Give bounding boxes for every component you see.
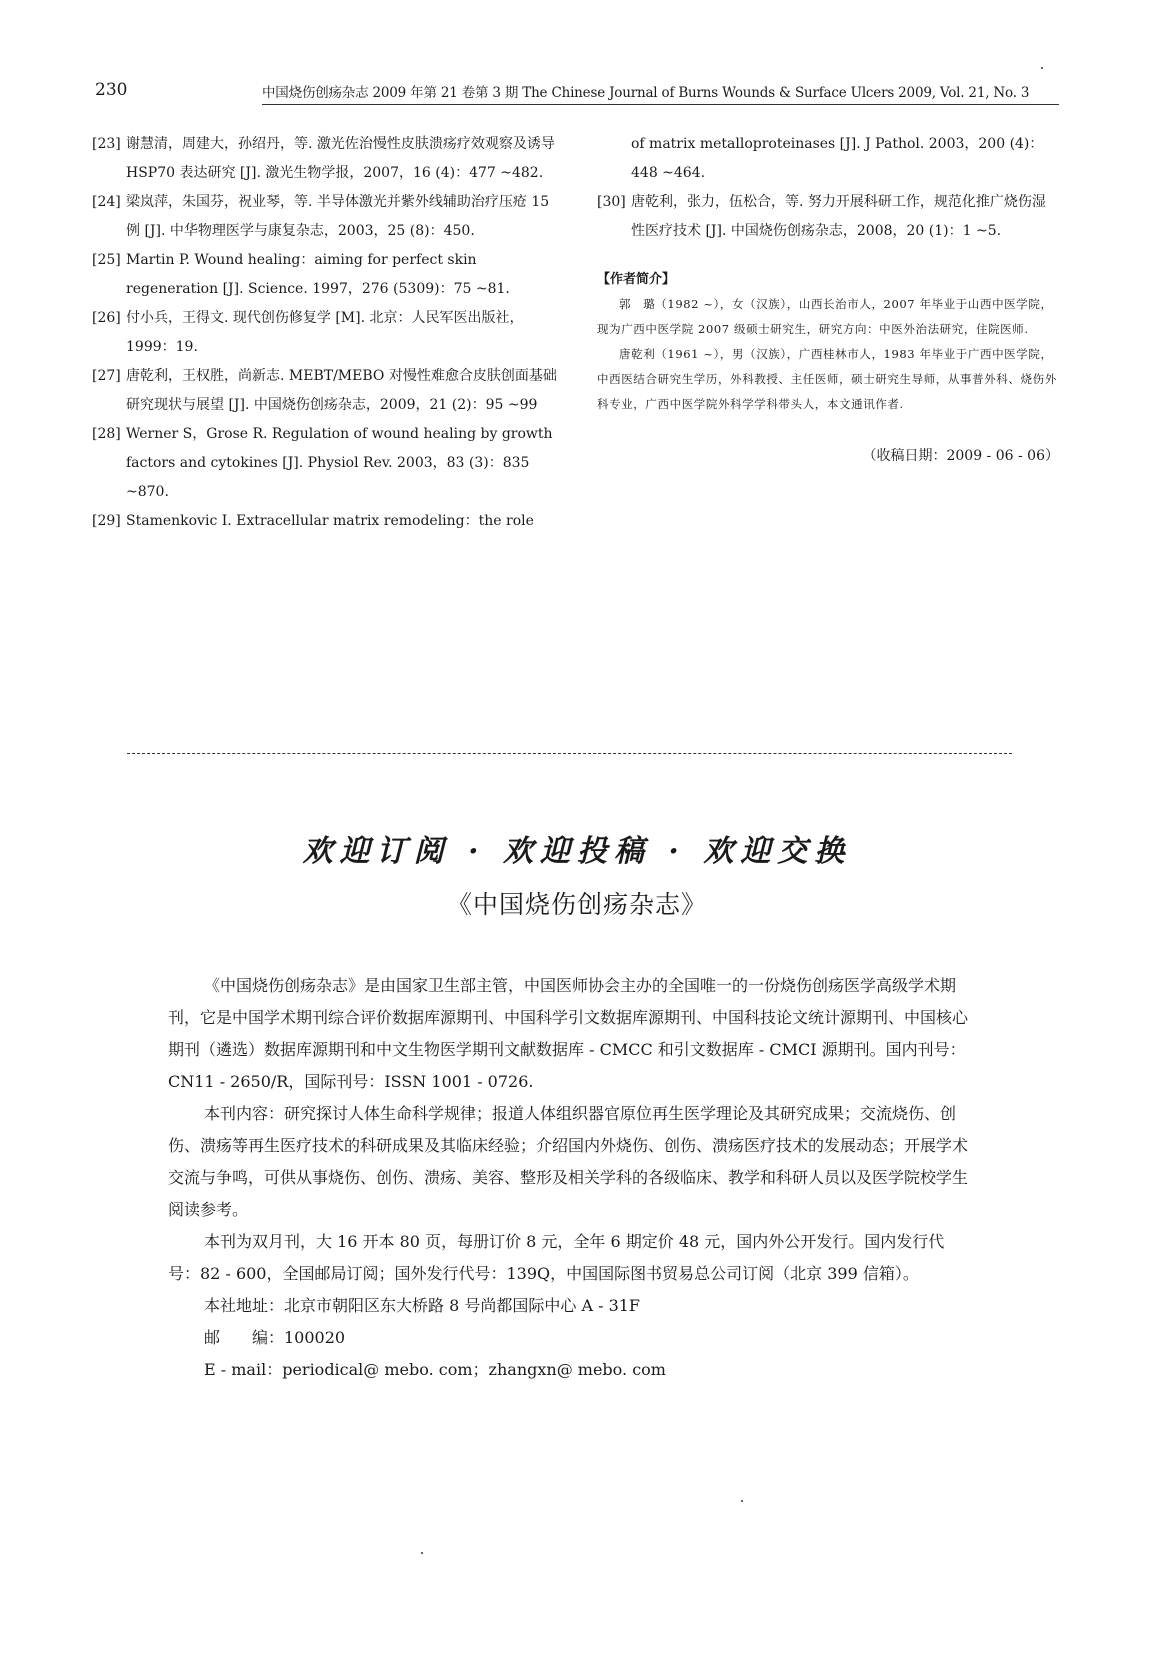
reference-entry [92, 420, 557, 507]
scan-speck [741, 1500, 743, 1502]
announcement-paragraph: 本刊为双月刊，大 16 开本 80 页，每册订价 8 元，全年 6 期定价 48 元，国内外公开发行。国内发行代号：82 - 600，全国邮局订阅；国外发行代号：139Q，中国国际图书贸易总公司订阅（北京 399 信箱）。 [168, 1232, 945, 1283]
announcement-body [168, 970, 970, 1386]
author-bio-heading: 【作者简介】 [597, 272, 676, 287]
reference-number: [26] [92, 310, 121, 326]
reference-entry [92, 188, 557, 246]
scan-speck [1041, 67, 1043, 69]
reference-number: [23] [92, 136, 121, 152]
reference-text: 唐乾利，张力，伍松合，等. 努力开展科研工作，规范化推广烧伤湿性医疗技术 [J]. 中国烧伤创疡杂志，2008，20 (1)：1 ~5. [631, 194, 1046, 239]
announcement-paragraph: 《中国烧伤创疡杂志》是由国家卫生部主管，中国医师协会主办的全国唯一的一份烧伤创疡医学高级学术期刊，它是中国学术期刊综合评价数据库源期刊、中国科学引文数据库源期刊、中国科技论文统计源期刊、中国核心期刊（遴选）数据库源期刊和中文生物医学期刊文献数据库 - CMCC 和引文数据库 - CMCI 源期刊。国内刊号：CN11 - 2650/R，国际刊号：ISSN 1001 - 0726. [168, 976, 969, 1091]
reference-entry [92, 304, 557, 362]
reference-text: Werner S，Grose R. Regulation of wound healing by growth factors and cytokines [J]. Physiol Rev. 2003，83 (3)：835 ~870. [126, 426, 553, 500]
reference-entry [92, 130, 557, 188]
postcode: 邮 编：100020 [204, 1328, 346, 1347]
references-left-column [92, 130, 557, 536]
announcement-title: 欢迎订阅 · 欢迎投稿 · 欢迎交换 [302, 834, 852, 869]
section-divider [127, 753, 1012, 754]
reference-number: [28] [92, 426, 121, 442]
reference-text: Martin P. Wound healing：aiming for perfect skin regeneration [J]. Science. 1997，276 (5309)：75 ~81. [126, 252, 510, 297]
reference-entry [92, 246, 557, 304]
reference-number: [25] [92, 252, 121, 268]
page-number: 230 [95, 80, 128, 100]
running-header: 中国烧伤创疡杂志 2009 年第 21 卷第 3 期 The Chinese Journal of Burns Wounds & Surface Ulcers 2009, Vol. 21, No. 3 [262, 81, 1059, 105]
publisher-address: 本社地址：北京市朝阳区东大桥路 8 号尚都国际中心 A - 31F [204, 1296, 641, 1315]
contact-email[interactable]: E - mail：periodical@ mebo. com；zhangxn@ mebo. com [204, 1360, 666, 1379]
reference-text: 梁岚萍，朱国芬，祝业琴，等. 半导体激光并紫外线辅助治疗压疮 15 例 [J]. 中华物理医学与康复杂志，2003，25 (8)：450. [126, 194, 550, 239]
received-date: （收稿日期：2009 - 06 - 06） [862, 448, 1059, 464]
author-bio-entry: 郭 璐（1982 ~），女（汉族），山西长治市人，2007 年毕业于山西中医学院，现为广西中医学院 2007 级硕士研究生，研究方向：中医外治法研究，住院医师. [597, 297, 1053, 336]
reference-entry [92, 362, 557, 420]
references-right-column [597, 130, 1059, 465]
reference-text: 谢慧清，周建大，孙绍丹，等. 激光佐治慢性皮肤溃疡疗效观察及诱导 HSP70 表达研究 [J]. 激光生物学报，2007，16 (4)：477 ~482. [126, 136, 555, 181]
reference-number: [27] [92, 368, 121, 384]
reference-text: 唐乾利，王权胜，尚新志. MEBT/MEBO 对慢性难愈合皮肤创面基础研究现状与展望 [J]. 中国烧伤创疡杂志，2009，21 (2)：95 ~99 [126, 368, 557, 413]
scan-speck [421, 1552, 423, 1554]
author-bio-entry: 唐乾利（1961 ~），男（汉族），广西桂林市人，1983 年毕业于广西中医学院，中西医结合研究生学历，外科教授、主任医师，硕士研究生导师，从事普外科、烧伤外科专业，广西中医学院外科学学科带头人，本文通讯作者. [597, 347, 1057, 411]
announcement-subtitle: 《中国烧伤创疡杂志》 [446, 890, 707, 919]
reference-entry [597, 188, 1059, 246]
announcement-paragraph: 本刊内容：研究探讨人体生命科学规律；报道人体组织器官原位再生医学理论及其研究成果；交流烧伤、创伤、溃疡等再生医疗技术的科研成果及其临床经验；介绍国内外烧伤、创伤、溃疡医疗技术的发展动态；开展学术交流与争鸣，可供从事烧伤、创伤、溃疡、美容、整形及相关学科的各级临床、教学和科研人员以及医学院校学生阅读参考。 [168, 1104, 969, 1219]
reference-text: 付小兵，王得文. 现代创伤修复学 [M]. 北京：人民军医出版社，1999：19. [126, 310, 524, 355]
reference-number: [30] [597, 194, 626, 210]
reference-entry [92, 507, 557, 536]
reference-text: of matrix metalloproteinases [J]. J Pathol. 2003，200 (4)：448 ~464. [631, 136, 1044, 181]
reference-number: [24] [92, 194, 121, 210]
reference-number: [29] [92, 513, 121, 529]
reference-entry [597, 130, 1059, 188]
reference-text: Stamenkovic I. Extracellular matrix remodeling：the role [126, 513, 534, 529]
